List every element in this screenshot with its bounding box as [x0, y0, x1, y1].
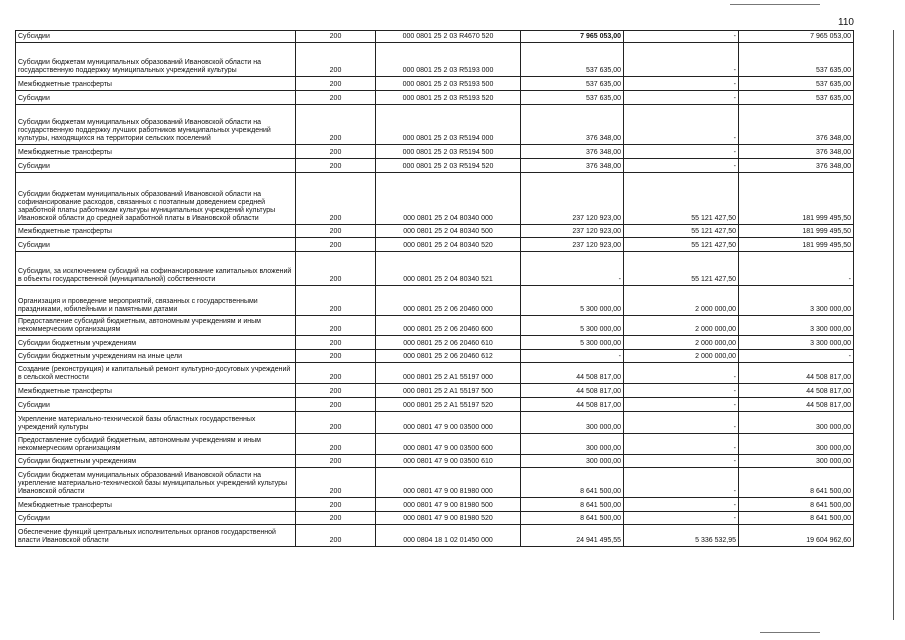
row-federal-amount-cell: - — [624, 105, 739, 145]
row-budget-classification-code-cell: 000 0801 25 2 03 R5193 500 — [376, 77, 521, 91]
row-department-code-cell: 200 — [296, 316, 376, 336]
row-total-amount-cell: 237 120 923,00 — [521, 238, 624, 252]
row-regional-amount-cell: 44 508 817,00 — [739, 384, 854, 398]
row-department-code-cell: 200 — [296, 145, 376, 159]
row-total-amount-cell: 44 508 817,00 — [521, 363, 624, 384]
row-federal-amount-cell: - — [624, 43, 739, 77]
row-total-amount-cell: 5 300 000,00 — [521, 286, 624, 316]
row-department-code-cell: 200 — [296, 363, 376, 384]
row-federal-amount-cell: 55 121 427,50 — [624, 225, 739, 238]
row-department-code-cell: 200 — [296, 105, 376, 145]
row-name-cell: Субсидии — [16, 398, 296, 412]
row-total-amount-cell: 537 635,00 — [521, 91, 624, 105]
row-name-cell: Субсидии бюджетным учреждениям — [16, 455, 296, 468]
scan-artifact-bottom-line — [760, 632, 820, 633]
row-regional-amount-cell: 19 604 962,60 — [739, 525, 854, 547]
row-regional-amount-cell: 3 300 000,00 — [739, 336, 854, 350]
row-department-code-cell: 200 — [296, 468, 376, 498]
row-name-cell: Создание (реконструкция) и капитальный ремонт культурно-досуговых учреждений в сельской местности — [16, 363, 296, 384]
row-total-amount-cell: 8 641 500,00 — [521, 468, 624, 498]
scan-artifact-right-edge — [893, 30, 894, 620]
row-federal-amount-cell: - — [624, 512, 739, 525]
table-row — [16, 145, 854, 159]
row-regional-amount-cell: 537 635,00 — [739, 91, 854, 105]
row-total-amount-cell: 7 965 053,00 — [521, 31, 624, 43]
row-federal-amount-cell: - — [624, 455, 739, 468]
budget-table — [15, 30, 854, 547]
row-total-amount-cell: 300 000,00 — [521, 434, 624, 455]
row-department-code-cell: 200 — [296, 43, 376, 77]
row-total-amount-cell: 44 508 817,00 — [521, 384, 624, 398]
row-department-code-cell: 200 — [296, 350, 376, 363]
row-regional-amount-cell: 300 000,00 — [739, 455, 854, 468]
row-budget-classification-code-cell: 000 0801 47 9 00 81980 520 — [376, 512, 521, 525]
row-name-cell: Субсидии бюджетным учреждениям на иные цели — [16, 350, 296, 363]
row-department-code-cell: 200 — [296, 398, 376, 412]
row-regional-amount-cell: 44 508 817,00 — [739, 363, 854, 384]
table-row — [16, 350, 854, 363]
row-regional-amount-cell: 44 508 817,00 — [739, 398, 854, 412]
row-budget-classification-code-cell: 000 0801 25 2 03 R5194 000 — [376, 105, 521, 145]
row-regional-amount-cell: 376 348,00 — [739, 105, 854, 145]
row-department-code-cell: 200 — [296, 91, 376, 105]
row-budget-classification-code-cell: 000 0801 47 9 00 03500 600 — [376, 434, 521, 455]
row-total-amount-cell: - — [521, 252, 624, 286]
row-regional-amount-cell: 376 348,00 — [739, 145, 854, 159]
row-name-cell: Субсидии, за исключением субсидий на софинансирование капитальных вложений в объекты государственной (муниципальной) собственности — [16, 252, 296, 286]
table-row — [16, 105, 854, 145]
row-federal-amount-cell: - — [624, 145, 739, 159]
row-name-cell: Предоставление субсидий бюджетным, автономным учреждениям и иным некоммерческим организациям — [16, 434, 296, 455]
row-total-amount-cell: 300 000,00 — [521, 412, 624, 434]
row-regional-amount-cell: 537 635,00 — [739, 77, 854, 91]
row-budget-classification-code-cell: 000 0801 25 2 03 R5193 000 — [376, 43, 521, 77]
row-federal-amount-cell: 55 121 427,50 — [624, 238, 739, 252]
row-budget-classification-code-cell: 000 0801 47 9 00 03500 000 — [376, 412, 521, 434]
table-row — [16, 43, 854, 77]
row-federal-amount-cell: - — [624, 384, 739, 398]
row-regional-amount-cell: 3 300 000,00 — [739, 316, 854, 336]
row-budget-classification-code-cell: 000 0801 47 9 00 81980 500 — [376, 498, 521, 512]
table-row — [16, 159, 854, 173]
row-budget-classification-code-cell: 000 0801 25 2 04 80340 000 — [376, 173, 521, 225]
row-federal-amount-cell: 2 000 000,00 — [624, 350, 739, 363]
row-department-code-cell: 200 — [296, 455, 376, 468]
row-regional-amount-cell: 181 999 495,50 — [739, 238, 854, 252]
scan-artifact-top-line — [730, 4, 820, 5]
row-total-amount-cell: 8 641 500,00 — [521, 512, 624, 525]
row-regional-amount-cell: 7 965 053,00 — [739, 31, 854, 43]
row-name-cell: Межбюджетные трансферты — [16, 77, 296, 91]
row-department-code-cell: 200 — [296, 512, 376, 525]
table-row — [16, 173, 854, 225]
row-total-amount-cell: 44 508 817,00 — [521, 398, 624, 412]
table-row — [16, 225, 854, 238]
row-budget-classification-code-cell: 000 0801 25 2 A1 55197 500 — [376, 384, 521, 398]
row-regional-amount-cell: 8 641 500,00 — [739, 498, 854, 512]
row-name-cell: Организация и проведение мероприятий, связанных с государственными праздниками, юбилейными и памятными датами — [16, 286, 296, 316]
budget-table-body — [16, 31, 854, 547]
table-row — [16, 512, 854, 525]
row-budget-classification-code-cell: 000 0801 25 2 06 20460 610 — [376, 336, 521, 350]
row-name-cell: Обеспечение функций центральных исполнительных органов государственной власти Ивановской области — [16, 525, 296, 547]
row-department-code-cell: 200 — [296, 498, 376, 512]
row-total-amount-cell: 537 635,00 — [521, 43, 624, 77]
table-row — [16, 398, 854, 412]
row-name-cell: Укрепление материально-технической базы областных государственных учреждений культуры — [16, 412, 296, 434]
row-federal-amount-cell: - — [624, 468, 739, 498]
row-name-cell: Межбюджетные трансферты — [16, 498, 296, 512]
row-regional-amount-cell: 181 999 495,50 — [739, 173, 854, 225]
row-total-amount-cell: 5 300 000,00 — [521, 336, 624, 350]
row-regional-amount-cell: 300 000,00 — [739, 412, 854, 434]
row-name-cell: Предоставление субсидий бюджетным, автономным учреждениям и иным некоммерческим организациям — [16, 316, 296, 336]
row-regional-amount-cell: 3 300 000,00 — [739, 286, 854, 316]
row-name-cell: Субсидии — [16, 159, 296, 173]
row-budget-classification-code-cell: 000 0801 47 9 00 03500 610 — [376, 455, 521, 468]
row-department-code-cell: 200 — [296, 77, 376, 91]
row-regional-amount-cell: 181 999 495,50 — [739, 225, 854, 238]
table-row — [16, 252, 854, 286]
row-federal-amount-cell: 55 121 427,50 — [624, 173, 739, 225]
row-department-code-cell: 200 — [296, 252, 376, 286]
row-budget-classification-code-cell: 000 0801 25 2 06 20460 600 — [376, 316, 521, 336]
row-federal-amount-cell: - — [624, 398, 739, 412]
table-row — [16, 434, 854, 455]
row-name-cell: Субсидии бюджетам муниципальных образований Ивановской области на софинансирование расходов, связанных с поэтапным доведением средней заработной платы работникам культуры муниципальных учреждений культуры Ивановской области до средней заработной платы в Ивановской области — [16, 173, 296, 225]
row-department-code-cell: 200 — [296, 173, 376, 225]
row-total-amount-cell: 376 348,00 — [521, 105, 624, 145]
row-budget-classification-code-cell: 000 0801 25 2 A1 55197 000 — [376, 363, 521, 384]
row-total-amount-cell: 537 635,00 — [521, 77, 624, 91]
row-department-code-cell: 200 — [296, 159, 376, 173]
row-federal-amount-cell: - — [624, 159, 739, 173]
row-federal-amount-cell: - — [624, 77, 739, 91]
row-federal-amount-cell: - — [624, 31, 739, 43]
table-row — [16, 286, 854, 316]
row-budget-classification-code-cell: 000 0804 18 1 02 01450 000 — [376, 525, 521, 547]
table-row — [16, 77, 854, 91]
row-budget-classification-code-cell: 000 0801 25 2 03 R5194 500 — [376, 145, 521, 159]
row-department-code-cell: 200 — [296, 336, 376, 350]
table-row — [16, 412, 854, 434]
row-budget-classification-code-cell: 000 0801 25 2 04 80340 500 — [376, 225, 521, 238]
table-row — [16, 384, 854, 398]
table-row — [16, 238, 854, 252]
row-total-amount-cell: 237 120 923,00 — [521, 225, 624, 238]
row-total-amount-cell: 237 120 923,00 — [521, 173, 624, 225]
row-regional-amount-cell: 537 635,00 — [739, 43, 854, 77]
table-row — [16, 91, 854, 105]
row-federal-amount-cell: - — [624, 363, 739, 384]
row-budget-classification-code-cell: 000 0801 25 2 A1 55197 520 — [376, 398, 521, 412]
row-department-code-cell: 200 — [296, 525, 376, 547]
row-budget-classification-code-cell: 000 0801 25 2 04 80340 520 — [376, 238, 521, 252]
row-name-cell: Субсидии — [16, 31, 296, 43]
row-regional-amount-cell: 300 000,00 — [739, 434, 854, 455]
row-budget-classification-code-cell: 000 0801 25 2 03 R5193 520 — [376, 91, 521, 105]
row-federal-amount-cell: 2 000 000,00 — [624, 286, 739, 316]
row-federal-amount-cell: 2 000 000,00 — [624, 316, 739, 336]
row-name-cell: Субсидии — [16, 512, 296, 525]
row-federal-amount-cell: 5 336 532,95 — [624, 525, 739, 547]
row-federal-amount-cell: 2 000 000,00 — [624, 336, 739, 350]
row-budget-classification-code-cell: 000 0801 25 2 06 20460 000 — [376, 286, 521, 316]
row-name-cell: Субсидии — [16, 238, 296, 252]
row-total-amount-cell: 376 348,00 — [521, 145, 624, 159]
table-row — [16, 316, 854, 336]
table-row — [16, 525, 854, 547]
row-federal-amount-cell: 55 121 427,50 — [624, 252, 739, 286]
row-total-amount-cell: 8 641 500,00 — [521, 498, 624, 512]
row-regional-amount-cell: - — [739, 252, 854, 286]
row-budget-classification-code-cell: 000 0801 47 9 00 81980 000 — [376, 468, 521, 498]
row-total-amount-cell: - — [521, 350, 624, 363]
row-name-cell: Субсидии бюджетам муниципальных образований Ивановской области на государственную поддержку лучших работников муниципальных учреждений культуры, находящихся на территории сельских поселений — [16, 105, 296, 145]
table-row — [16, 336, 854, 350]
table-row — [16, 455, 854, 468]
row-federal-amount-cell: - — [624, 498, 739, 512]
row-total-amount-cell: 376 348,00 — [521, 159, 624, 173]
row-federal-amount-cell: - — [624, 91, 739, 105]
row-total-amount-cell: 300 000,00 — [521, 455, 624, 468]
table-row — [16, 363, 854, 384]
row-name-cell: Межбюджетные трансферты — [16, 384, 296, 398]
row-regional-amount-cell: 8 641 500,00 — [739, 512, 854, 525]
row-federal-amount-cell: - — [624, 434, 739, 455]
row-department-code-cell: 200 — [296, 31, 376, 43]
row-name-cell: Межбюджетные трансферты — [16, 225, 296, 238]
row-name-cell: Субсидии бюджетным учреждениям — [16, 336, 296, 350]
row-total-amount-cell: 24 941 495,55 — [521, 525, 624, 547]
page-number: 110 — [838, 17, 854, 28]
row-budget-classification-code-cell: 000 0801 25 2 03 R4670 520 — [376, 31, 521, 43]
row-budget-classification-code-cell: 000 0801 25 2 03 R5194 520 — [376, 159, 521, 173]
table-row — [16, 31, 854, 43]
row-department-code-cell: 200 — [296, 434, 376, 455]
row-name-cell: Межбюджетные трансферты — [16, 145, 296, 159]
row-regional-amount-cell: 8 641 500,00 — [739, 468, 854, 498]
row-federal-amount-cell: - — [624, 412, 739, 434]
row-budget-classification-code-cell: 000 0801 25 2 06 20460 612 — [376, 350, 521, 363]
table-row — [16, 468, 854, 498]
row-budget-classification-code-cell: 000 0801 25 2 04 80340 521 — [376, 252, 521, 286]
row-name-cell: Субсидии бюджетам муниципальных образований Ивановской области на государственную поддержку муниципальных учреждений культуры — [16, 43, 296, 77]
row-department-code-cell: 200 — [296, 384, 376, 398]
row-regional-amount-cell: - — [739, 350, 854, 363]
row-name-cell: Субсидии — [16, 91, 296, 105]
row-department-code-cell: 200 — [296, 412, 376, 434]
row-department-code-cell: 200 — [296, 225, 376, 238]
row-department-code-cell: 200 — [296, 238, 376, 252]
row-department-code-cell: 200 — [296, 286, 376, 316]
table-row — [16, 498, 854, 512]
row-regional-amount-cell: 376 348,00 — [739, 159, 854, 173]
row-total-amount-cell: 5 300 000,00 — [521, 316, 624, 336]
row-name-cell: Субсидии бюджетам муниципальных образований Ивановской области на укрепление материально-технической базы муниципальных учреждений культуры Ивановской области — [16, 468, 296, 498]
